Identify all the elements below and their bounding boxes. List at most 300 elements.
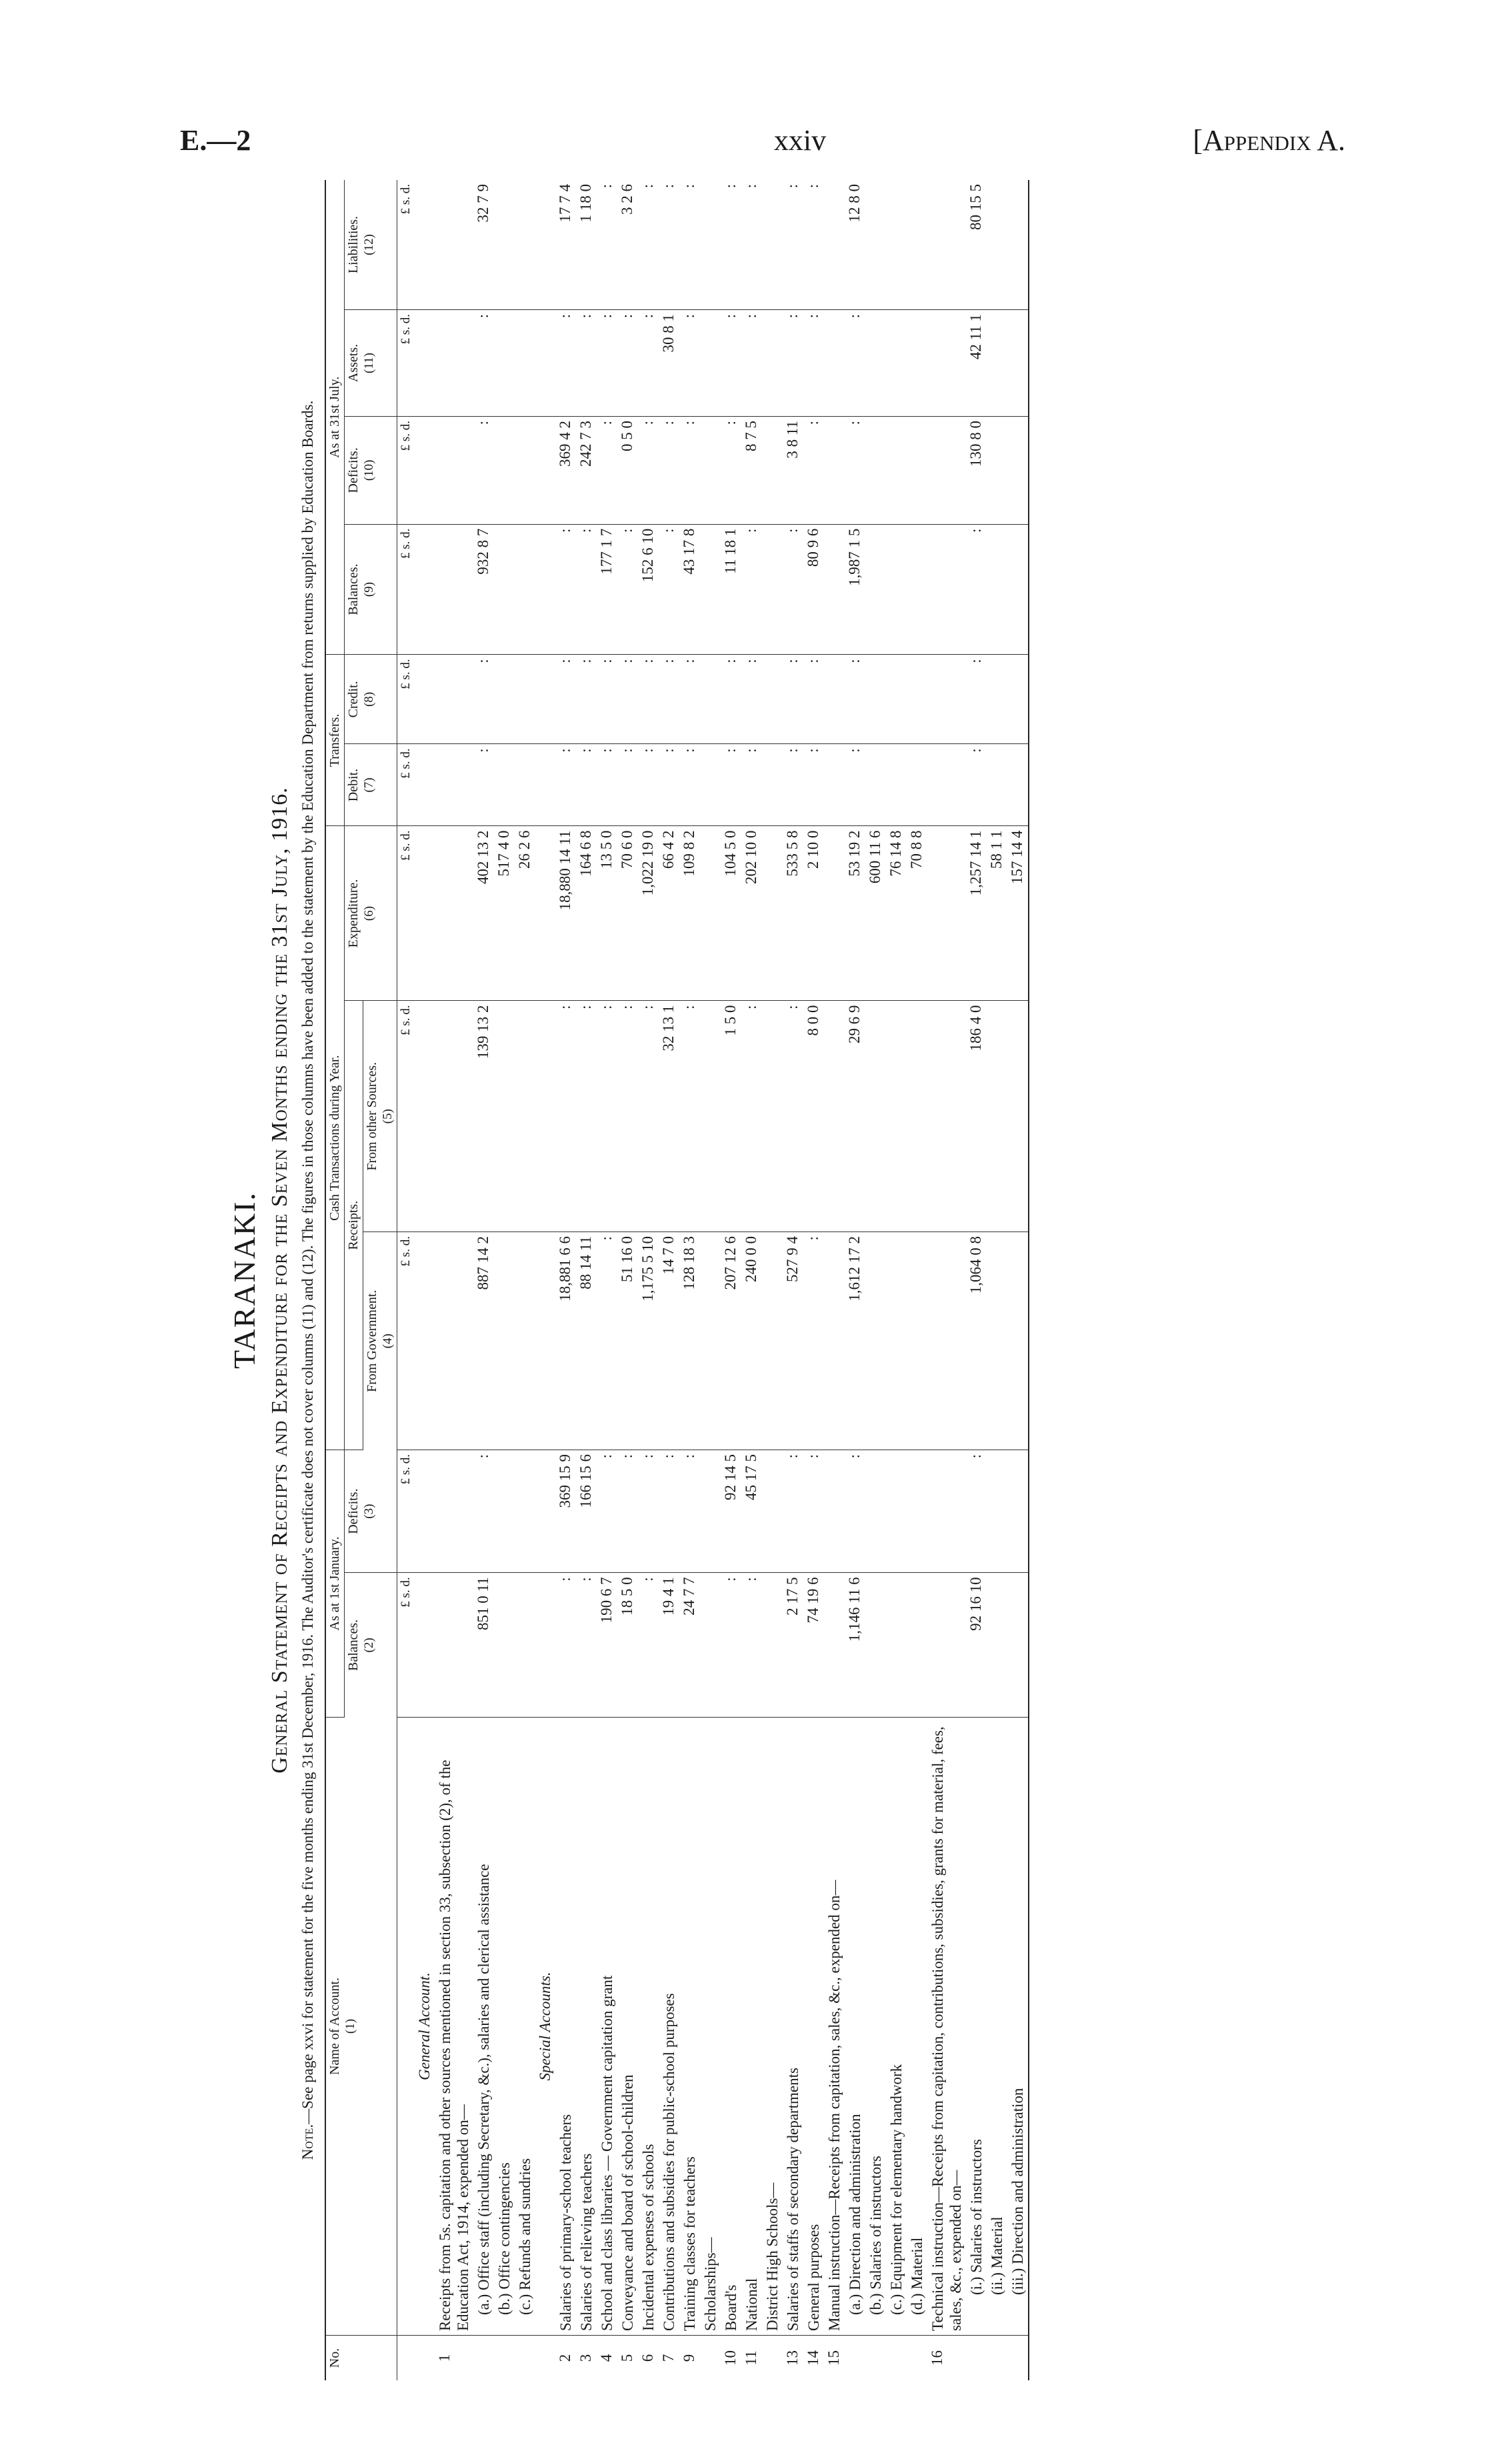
account-name: Scholarships— xyxy=(700,1718,721,2336)
row-number: 4 xyxy=(598,2354,615,2362)
row-number: 16 xyxy=(929,2350,945,2366)
cell-col-8 xyxy=(1007,655,1029,744)
cell-col-3: : xyxy=(473,1450,494,1572)
cell-col-5: 139 13 2 xyxy=(473,1001,494,1232)
account-name: (i.) Salaries of instructors xyxy=(966,1718,987,2336)
row-number: 11 xyxy=(743,2350,759,2366)
cell-col-5: : xyxy=(597,1001,617,1232)
cell-col-10: 242 7 3 xyxy=(576,416,597,524)
cell-col-12: : xyxy=(659,180,679,309)
cell-col-10 xyxy=(865,416,886,524)
account-name: Conveyance and board of school-children xyxy=(617,1718,638,2336)
cell-col-9 xyxy=(886,524,907,655)
cell-col-7 xyxy=(886,744,907,826)
cell-col-4 xyxy=(515,1232,535,1450)
cell-col-4: 207 12 6 xyxy=(721,1232,741,1450)
col-6-header: Expenditure. (6) xyxy=(345,826,397,1001)
col-2-header: Balances. (2) xyxy=(345,1573,397,1718)
cell-col-7: : xyxy=(679,744,700,826)
cell-col-3: 92 14 5 xyxy=(721,1450,741,1572)
cell-col-10 xyxy=(700,416,721,524)
cell-col-6: 2 10 0 xyxy=(803,826,824,1001)
table-row xyxy=(927,180,966,2380)
cell-col-10: 369 4 2 xyxy=(555,416,576,524)
cell-col-12: 17 7 4 xyxy=(555,180,576,309)
cell-col-9 xyxy=(865,524,886,655)
cell-col-7: : xyxy=(721,744,741,826)
cell-col-7 xyxy=(865,744,886,826)
cell-col-2 xyxy=(865,1573,886,1718)
account-name: (b.) Office contingencies xyxy=(494,1718,515,2336)
cell-col-2: : xyxy=(555,1573,576,1718)
cell-col-11: : xyxy=(741,309,762,416)
cell-col-8: : xyxy=(473,655,494,744)
cell-col-2 xyxy=(700,1573,721,1718)
cell-col-8: : xyxy=(679,655,700,744)
cell-col-9: : xyxy=(741,524,762,655)
table-row xyxy=(907,180,927,2380)
cell-col-6: 109 8 2 xyxy=(679,826,700,1001)
account-name: (c.) Equipment for elementary handwork xyxy=(886,1718,907,2336)
cell-col-2: : xyxy=(576,1573,597,1718)
cell-col-3: : xyxy=(659,1450,679,1572)
cell-col-11: : xyxy=(845,309,865,416)
cell-col-9 xyxy=(515,524,535,655)
cell-col-10: : xyxy=(845,416,865,524)
cell-col-8 xyxy=(865,655,886,744)
cell-col-12 xyxy=(435,180,473,309)
cell-col-4: 88 14 11 xyxy=(576,1232,597,1450)
cell-col-12 xyxy=(700,180,721,309)
cell-col-4 xyxy=(865,1232,886,1450)
cell-col-2: 190 6 7 xyxy=(597,1573,617,1718)
cell-col-7 xyxy=(494,744,515,826)
cell-col-4 xyxy=(700,1232,721,1450)
cell-col-12 xyxy=(907,180,927,309)
cell-col-5: : xyxy=(783,1001,803,1232)
cell-col-4: 14 7 0 xyxy=(659,1232,679,1450)
col-3-header: Deficits. (3) xyxy=(345,1450,397,1572)
cell-col-6: 517 4 0 xyxy=(494,826,515,1001)
account-name: Salaries of relieving teachers xyxy=(576,1718,597,2336)
cell-col-11 xyxy=(515,309,535,416)
table-row xyxy=(638,180,659,2380)
cell-col-8 xyxy=(515,655,535,744)
table-row xyxy=(741,180,762,2380)
cell-col-12: : xyxy=(741,180,762,309)
table-row xyxy=(473,180,494,2380)
cell-col-11: : xyxy=(617,309,638,416)
table-row xyxy=(555,180,576,2380)
row-number xyxy=(845,2336,865,2381)
row-number xyxy=(762,2336,783,2381)
cell-col-5: : xyxy=(617,1001,638,1232)
cell-col-12: : xyxy=(638,180,659,309)
cell-col-9 xyxy=(762,524,783,655)
cell-col-5 xyxy=(907,1001,927,1232)
cell-col-11: 42 11 1 xyxy=(966,309,987,416)
account-name: Salaries of primary-school teachers xyxy=(555,1718,576,2336)
section-general: General Account. xyxy=(415,180,435,2380)
cell-col-8 xyxy=(886,655,907,744)
cell-col-10 xyxy=(886,416,907,524)
cell-col-10 xyxy=(762,416,783,524)
cell-col-8 xyxy=(700,655,721,744)
account-name: (d.) Material xyxy=(907,1718,927,2336)
document-subtitle: General Statement of Receipts and Expenditure for the Seven Months ending the 31st July, 1916. xyxy=(267,787,292,1774)
cell-col-5: 1 5 0 xyxy=(721,1001,741,1232)
cell-col-4: 128 18 3 xyxy=(679,1232,700,1450)
cell-col-3: : xyxy=(617,1450,638,1572)
cell-col-12: : xyxy=(597,180,617,309)
cell-col-7: : xyxy=(803,744,824,826)
note-text: —See page xxvi for statement for the five months ending 31st December, 1916. The Auditor's certificate does not cover columns (11) and (12). The figures in those columns have been added to the statement by the Education Department from returns supplied by Education Boards. xyxy=(299,400,316,2124)
cell-col-10: : xyxy=(597,416,617,524)
cell-col-11 xyxy=(987,309,1007,416)
cell-col-3: 166 15 6 xyxy=(576,1450,597,1572)
table-row xyxy=(494,180,515,2380)
cell-col-6: 70 8 8 xyxy=(907,826,927,1001)
cell-col-6: 533 5 8 xyxy=(783,826,803,1001)
cell-col-3: : xyxy=(966,1450,987,1572)
row-number xyxy=(987,2336,1007,2381)
cell-col-7: : xyxy=(783,744,803,826)
cell-col-5 xyxy=(494,1001,515,1232)
cell-col-2: : xyxy=(741,1573,762,1718)
cell-col-5: : xyxy=(679,1001,700,1232)
cell-col-6: 13 5 0 xyxy=(597,826,617,1001)
cell-col-2 xyxy=(886,1573,907,1718)
account-name: Manual instruction—Receipts from capitation, sales, &c., expended on— xyxy=(824,1718,845,2336)
cell-col-3 xyxy=(494,1450,515,1572)
cell-col-7 xyxy=(762,744,783,826)
account-name: Technical instruction—Receipts from capitation, contributions, subsidies, grants for material, fees, sales, &c., expended on— xyxy=(927,1718,966,2336)
table-row xyxy=(987,180,1007,2380)
cell-col-8: : xyxy=(597,655,617,744)
cell-col-5: 29 6 9 xyxy=(845,1001,865,1232)
cell-col-5 xyxy=(886,1001,907,1232)
cell-col-9: : xyxy=(659,524,679,655)
cell-col-11 xyxy=(700,309,721,416)
cell-col-4: 51 16 0 xyxy=(617,1232,638,1450)
cell-col-6 xyxy=(700,826,721,1001)
col-11-header: Assets. (11) xyxy=(345,309,397,416)
cell-col-12: 80 15 5 xyxy=(966,180,987,309)
account-name: Incidental expenses of schools xyxy=(638,1718,659,2336)
rotated-statement xyxy=(220,167,1367,2394)
cell-col-4: 887 14 2 xyxy=(473,1232,494,1450)
cell-col-2 xyxy=(494,1573,515,1718)
cell-col-6: 26 2 6 xyxy=(515,826,535,1001)
cell-col-2: : xyxy=(638,1573,659,1718)
cell-col-10: : xyxy=(679,416,700,524)
row-number: 14 xyxy=(805,2350,821,2366)
cell-col-7: : xyxy=(473,744,494,826)
cell-col-8: : xyxy=(617,655,638,744)
cell-col-2: 18 5 0 xyxy=(617,1573,638,1718)
cell-col-12: 12 8 0 xyxy=(845,180,865,309)
account-name: General purposes xyxy=(803,1718,824,2336)
cell-col-9: 80 9 6 xyxy=(803,524,824,655)
row-number: 10 xyxy=(722,2350,739,2366)
cell-col-8: : xyxy=(783,655,803,744)
col-8-header: Credit. (8) xyxy=(345,655,397,744)
cell-col-5 xyxy=(927,1001,966,1232)
cell-col-10: : xyxy=(659,416,679,524)
group-cash-header: Cash Transactions during Year. xyxy=(325,826,345,1450)
cell-col-2: : xyxy=(721,1573,741,1718)
cell-col-5 xyxy=(987,1001,1007,1232)
group-jan-header: As at 1st January. xyxy=(325,1450,345,1717)
cell-col-12: : xyxy=(803,180,824,309)
cell-col-11 xyxy=(762,309,783,416)
cell-col-7: : xyxy=(741,744,762,826)
table-row xyxy=(515,180,535,2380)
cell-col-8: : xyxy=(803,655,824,744)
account-name: Board's xyxy=(721,1718,741,2336)
cell-col-2: 19 4 1 xyxy=(659,1573,679,1718)
cell-col-6: 66 4 2 xyxy=(659,826,679,1001)
cell-col-11 xyxy=(907,309,927,416)
account-name: (c.) Refunds and sundries xyxy=(515,1718,535,2336)
cell-col-4: : xyxy=(597,1232,617,1450)
cell-col-11: : xyxy=(576,309,597,416)
cell-col-12 xyxy=(886,180,907,309)
page-code: E.—2 xyxy=(180,124,251,157)
cell-col-12: 3 2 6 xyxy=(617,180,638,309)
cell-col-8 xyxy=(494,655,515,744)
cell-col-2 xyxy=(927,1573,966,1718)
cell-col-9 xyxy=(927,524,966,655)
row-number xyxy=(966,2336,987,2381)
cell-col-3 xyxy=(907,1450,927,1572)
cell-col-11: : xyxy=(721,309,741,416)
cell-col-5: : xyxy=(741,1001,762,1232)
cell-col-4: 1,064 0 8 xyxy=(966,1232,987,1450)
appendix-label: [Appendix A. xyxy=(1193,124,1345,157)
cell-col-7 xyxy=(1007,744,1029,826)
cell-col-10 xyxy=(494,416,515,524)
cell-col-4 xyxy=(1007,1232,1029,1450)
cell-col-3 xyxy=(987,1450,1007,1572)
row-number xyxy=(907,2336,927,2381)
cell-col-7: : xyxy=(617,744,638,826)
col-12-header: Liabilities. (12) xyxy=(345,180,397,309)
cell-col-6: 58 1 1 xyxy=(987,826,1007,1001)
table-row xyxy=(435,180,473,2380)
cell-col-8: : xyxy=(721,655,741,744)
cell-col-6: 600 11 6 xyxy=(865,826,886,1001)
cell-col-5 xyxy=(865,1001,886,1232)
account-name: Receipts from 5s. capitation and other sources mentioned in section 33, subsection (2), of the Education Act, 1914, expended on— xyxy=(435,1718,473,2336)
cell-col-8: : xyxy=(638,655,659,744)
cell-col-5 xyxy=(824,1001,845,1232)
cell-col-10 xyxy=(1007,416,1029,524)
cell-col-6: 157 14 4 xyxy=(1007,826,1029,1001)
cell-col-11 xyxy=(435,309,473,416)
cell-col-9: : xyxy=(783,524,803,655)
row-number xyxy=(886,2336,907,2381)
cell-col-7: : xyxy=(597,744,617,826)
cell-col-11: 30 8 1 xyxy=(659,309,679,416)
cell-col-11 xyxy=(1007,309,1029,416)
cell-col-10 xyxy=(435,416,473,524)
table-row xyxy=(721,180,741,2380)
cell-col-9: 1,987 1 5 xyxy=(845,524,865,655)
cell-col-9: 11 18 1 xyxy=(721,524,741,655)
cell-col-12 xyxy=(927,180,966,309)
account-name: (a.) Office staff (including Secretary, &c.), salaries and clerical assistance xyxy=(473,1718,494,2336)
group-transfers-header: Transfers. xyxy=(325,655,345,826)
cell-col-2: 74 19 6 xyxy=(803,1573,824,1718)
account-name: District High Schools— xyxy=(762,1718,783,2336)
cell-col-12 xyxy=(494,180,515,309)
row-number xyxy=(865,2336,886,2381)
cell-col-12: : xyxy=(783,180,803,309)
cell-col-10 xyxy=(515,416,535,524)
table-row xyxy=(966,180,987,2380)
cell-col-3: : xyxy=(803,1450,824,1572)
table-row xyxy=(700,180,721,2380)
cell-col-10 xyxy=(987,416,1007,524)
cell-col-10: 0 5 0 xyxy=(617,416,638,524)
account-name: National xyxy=(741,1718,762,2336)
cell-col-6: 104 5 0 xyxy=(721,826,741,1001)
cell-col-6 xyxy=(824,826,845,1001)
cell-col-8 xyxy=(987,655,1007,744)
cell-col-4 xyxy=(494,1232,515,1450)
cell-col-11 xyxy=(494,309,515,416)
cell-col-4: 18,881 6 6 xyxy=(555,1232,576,1450)
note xyxy=(298,193,318,2367)
row-number: 1 xyxy=(436,2354,453,2362)
table-row xyxy=(886,180,907,2380)
cell-col-12 xyxy=(762,180,783,309)
cell-col-9: 932 8 7 xyxy=(473,524,494,655)
cell-col-9: 177 1 7 xyxy=(597,524,617,655)
cell-col-4 xyxy=(824,1232,845,1450)
cell-col-6: 76 14 8 xyxy=(886,826,907,1001)
cell-col-11 xyxy=(886,309,907,416)
cell-col-4 xyxy=(907,1232,927,1450)
cell-col-5 xyxy=(435,1001,473,1232)
table-row xyxy=(824,180,845,2380)
cell-col-7 xyxy=(515,744,535,826)
cell-col-11: : xyxy=(555,309,576,416)
cell-col-10: : xyxy=(803,416,824,524)
cell-col-9 xyxy=(907,524,927,655)
cell-col-10 xyxy=(927,416,966,524)
cell-col-3 xyxy=(435,1450,473,1572)
col-no-header: No. xyxy=(325,2336,397,2381)
table-row xyxy=(576,180,597,2380)
col-9-header: Balances. (9) xyxy=(345,524,397,655)
cell-col-3: : xyxy=(845,1450,865,1572)
cell-col-4: 1,175 5 10 xyxy=(638,1232,659,1450)
cell-col-4: 1,612 17 2 xyxy=(845,1232,865,1450)
account-name: (ii.) Material xyxy=(987,1718,1007,2336)
cell-col-3: : xyxy=(638,1450,659,1572)
cell-col-2: 2 17 5 xyxy=(783,1573,803,1718)
cell-col-3 xyxy=(1007,1450,1029,1572)
cell-col-8: : xyxy=(576,655,597,744)
cell-col-8: : xyxy=(966,655,987,744)
cell-col-9: 152 6 10 xyxy=(638,524,659,655)
col-10-header: Deficits. (10) xyxy=(345,416,397,524)
account-name: Salaries of staffs of secondary departments xyxy=(783,1718,803,2336)
row-number: 2 xyxy=(557,2354,573,2362)
table-row xyxy=(865,180,886,2380)
cell-col-5 xyxy=(700,1001,721,1232)
cell-col-5 xyxy=(515,1001,535,1232)
cell-col-7 xyxy=(700,744,721,826)
cell-col-10: 8 7 5 xyxy=(741,416,762,524)
note-label: Note. xyxy=(299,2124,316,2160)
cell-col-3: 45 17 5 xyxy=(741,1450,762,1572)
row-number xyxy=(473,2336,494,2381)
cell-col-12: 1 18 0 xyxy=(576,180,597,309)
cell-col-3 xyxy=(927,1450,966,1572)
row-number: 9 xyxy=(681,2354,697,2362)
cell-col-2 xyxy=(515,1573,535,1718)
account-name: Training classes for teachers xyxy=(679,1718,700,2336)
cell-col-6 xyxy=(435,826,473,1001)
cell-col-10: : xyxy=(721,416,741,524)
page-number: xxiv xyxy=(773,124,827,157)
row-number: 15 xyxy=(825,2350,842,2366)
cell-col-9: 43 17 8 xyxy=(679,524,700,655)
cell-col-7: : xyxy=(659,744,679,826)
cell-col-4 xyxy=(762,1232,783,1450)
cell-col-3: : xyxy=(597,1450,617,1572)
cell-col-7 xyxy=(927,744,966,826)
cell-col-11: : xyxy=(597,309,617,416)
cell-col-3 xyxy=(824,1450,845,1572)
statement-table xyxy=(325,180,1029,2380)
cell-col-12 xyxy=(1007,180,1029,309)
cell-col-5: : xyxy=(638,1001,659,1232)
group-receipts-header: Receipts. xyxy=(345,1001,363,1450)
cell-col-8 xyxy=(927,655,966,744)
cell-col-7: : xyxy=(845,744,865,826)
cell-col-6: 202 10 0 xyxy=(741,826,762,1001)
cell-col-9 xyxy=(987,524,1007,655)
cell-col-2: 24 7 7 xyxy=(679,1573,700,1718)
cell-col-4: : xyxy=(803,1232,824,1450)
cell-col-4 xyxy=(886,1232,907,1450)
cell-col-6: 402 13 2 xyxy=(473,826,494,1001)
cell-col-2: 1,146 11 6 xyxy=(845,1573,865,1718)
cell-col-2 xyxy=(824,1573,845,1718)
cell-col-6: 1,022 19 0 xyxy=(638,826,659,1001)
cell-col-6: 18,880 14 11 xyxy=(555,826,576,1001)
cell-col-2 xyxy=(987,1573,1007,1718)
cell-col-5 xyxy=(1007,1001,1029,1232)
cell-col-9: : xyxy=(617,524,638,655)
cell-col-2 xyxy=(762,1573,783,1718)
cell-col-7: : xyxy=(576,744,597,826)
row-number: 5 xyxy=(619,2354,635,2362)
row-number: 7 xyxy=(660,2354,677,2362)
cell-col-4 xyxy=(987,1232,1007,1450)
document-title: TARANAKI. xyxy=(227,1191,261,1370)
cell-col-2 xyxy=(907,1573,927,1718)
row-number xyxy=(700,2336,721,2381)
cell-col-8: : xyxy=(741,655,762,744)
col-name-header: Name of Account. (1) xyxy=(325,1718,397,2336)
table-row xyxy=(597,180,617,2380)
cell-col-3: 369 15 9 xyxy=(555,1450,576,1572)
